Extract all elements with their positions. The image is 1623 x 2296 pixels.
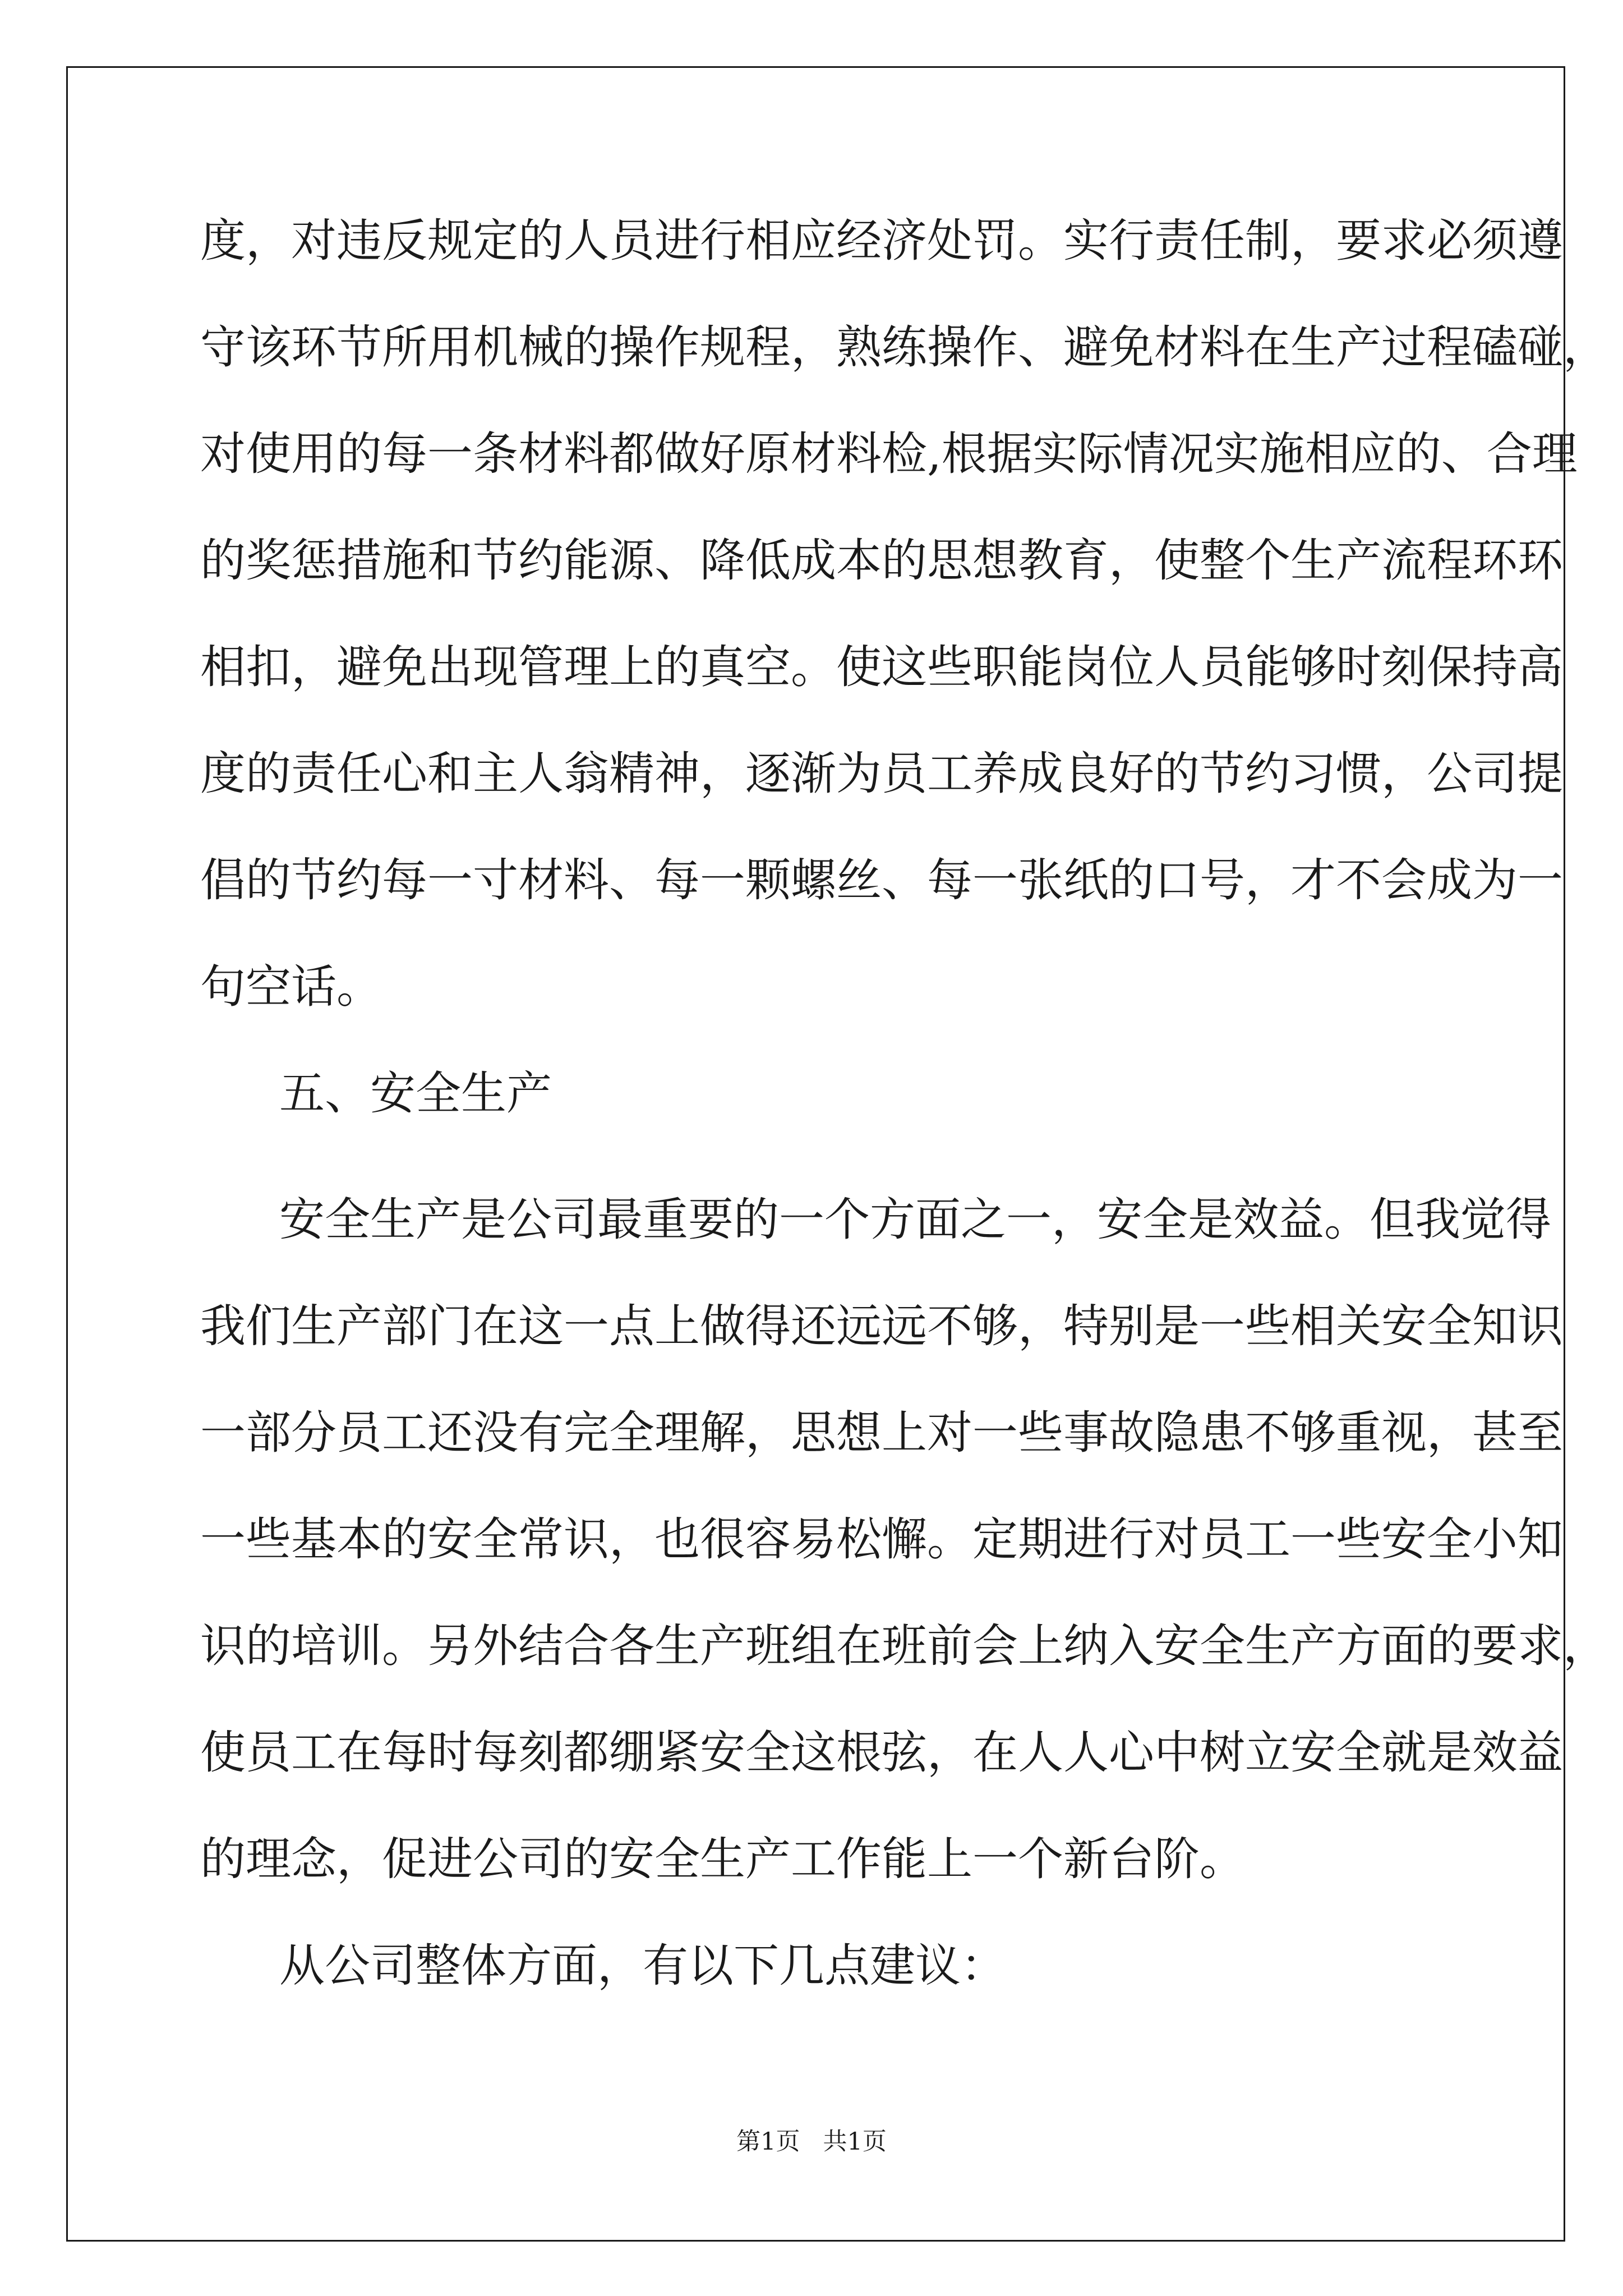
para1-line-5: 相扣，避免出现管理上的真空。使这些职能岗位人员能够时刻保持高 [200, 641, 1564, 694]
para1-line-7: 倡的节约每一寸材料、每一颗螺丝、每一张纸的口号，才不会成为一 [200, 854, 1564, 907]
para1-line-2: 守该环节所用机械的操作规程，熟练操作、避免材料在生产过程磕碰， [200, 321, 1609, 374]
para2-line-4: 一些基本的安全常识，也很容易松懈。定期进行对员工一些安全小知 [200, 1513, 1564, 1566]
para1-line-1: 度，对违反规定的人员进行相应经济处罚。实行责任制，要求必须遵 [200, 215, 1564, 268]
page-border [66, 66, 1609, 2242]
para2-line-3: 一部分员工还没有完全理解，思想上对一些事故隐患不够重视，甚至 [200, 1407, 1564, 1460]
para1-line-4: 的奖惩措施和节约能源、降低成本的思想教育，使整个生产流程环环 [200, 535, 1564, 587]
para2-line-6: 使员工在每时每刻都绷紧安全这根弦，在人人心中树立安全就是效益 [200, 1727, 1564, 1779]
para2-line-7: 的理念，促进公司的安全生产工作能上一个新台阶。 [200, 1833, 1246, 1886]
para2-line-1: 安全生产是公司最重要的一个方面之一，安全是效益。但我觉得 [279, 1194, 1552, 1246]
page-footer: 第1页 共1页 [736, 2128, 887, 2156]
para1-line-3: 对使用的每一条材料都做好原材料检,根据实际情况实施相应的、合理 [200, 428, 1578, 481]
section-heading-safety: 五、安全生产 [279, 1068, 552, 1120]
para1-line-6: 度的责任心和主人翁精神，逐渐为员工养成良好的节约习惯，公司提 [200, 748, 1564, 800]
para2-line-5: 识的培训。另外结合各生产班组在班前会上纳入安全生产方面的要求， [200, 1620, 1609, 1673]
para2-line-2: 我们生产部门在这一点上做得还远远不够，特别是一些相关安全知识 [200, 1300, 1564, 1353]
para1-line-8: 句空话。 [200, 961, 382, 1014]
para3-line-1: 从公司整体方面，有以下几点建议： [279, 1940, 1007, 1993]
